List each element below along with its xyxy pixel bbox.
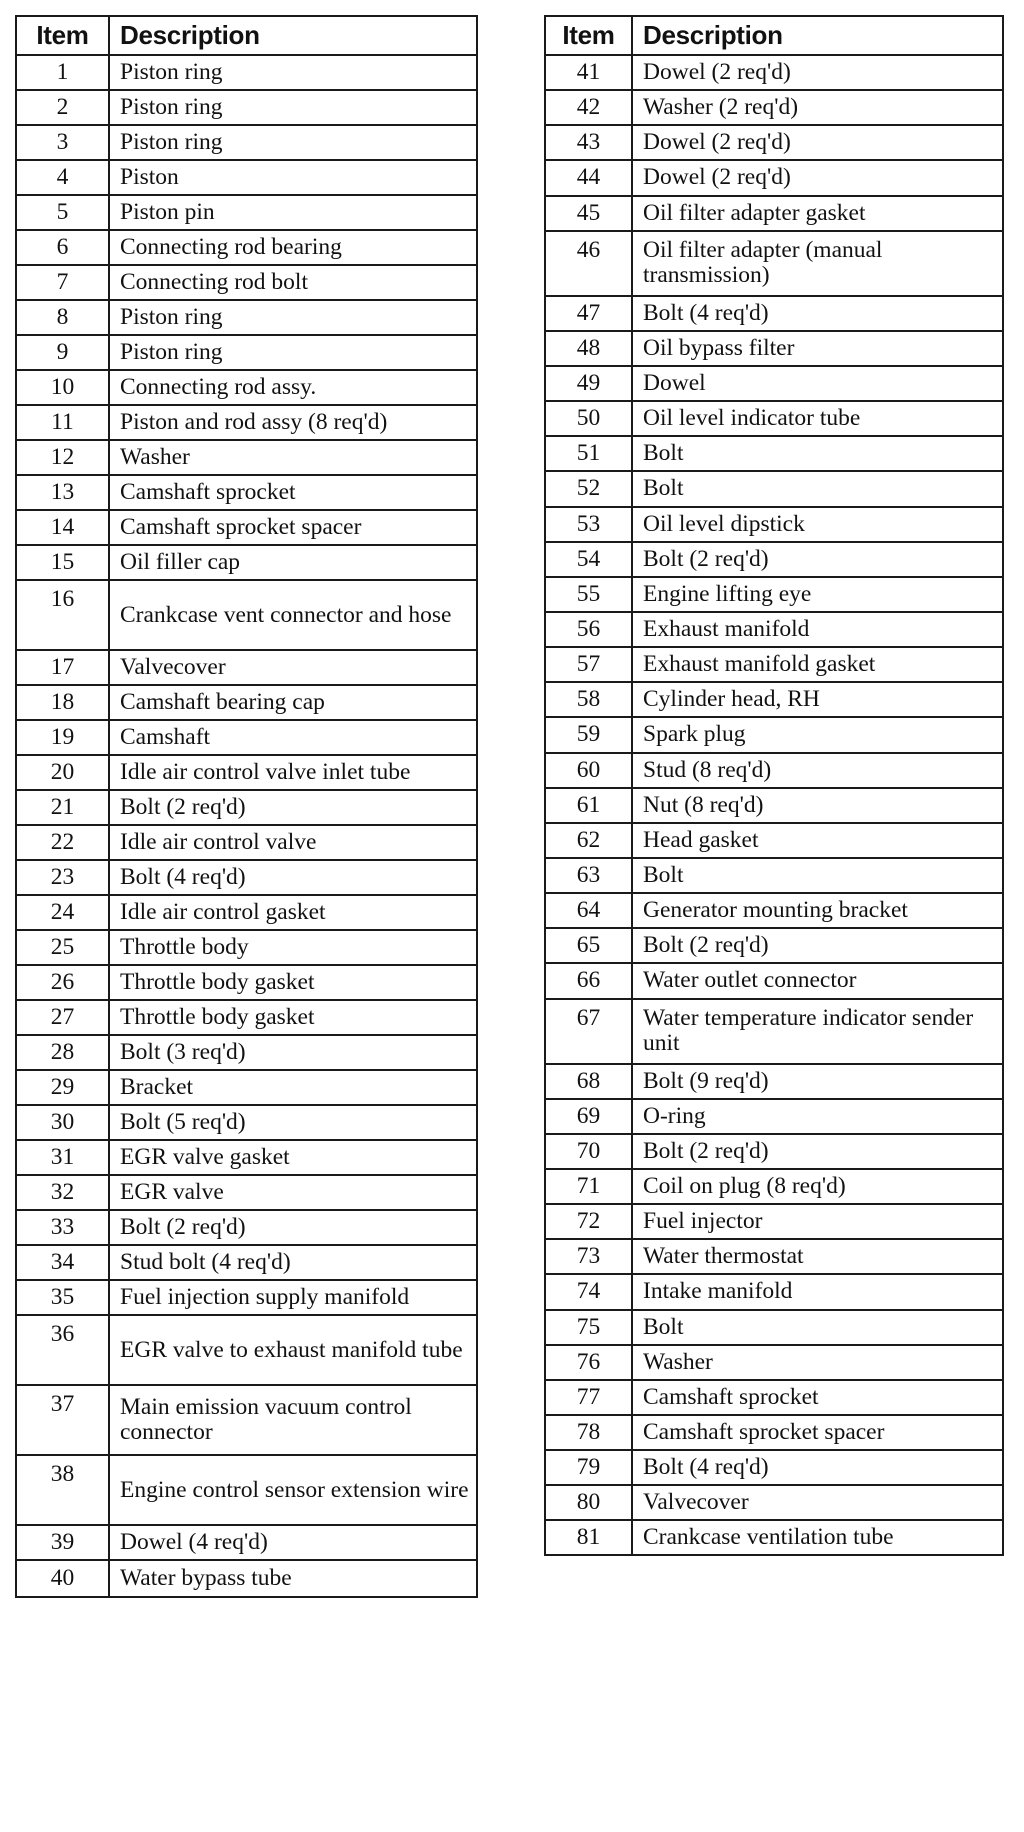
item-description: Bolt (4 req'd) — [109, 860, 477, 895]
table-row — [545, 1485, 1003, 1520]
item-description: Nut (8 req'd) — [632, 788, 1003, 823]
parts-table-right — [544, 15, 1004, 1556]
table-row — [16, 475, 477, 510]
item-number: 24 — [16, 895, 109, 930]
table-row — [16, 545, 477, 580]
table-row — [16, 125, 477, 160]
item-number: 10 — [16, 370, 109, 405]
item-description: Washer (2 req'd) — [632, 90, 1003, 125]
item-description: Bolt (4 req'd) — [632, 1450, 1003, 1485]
item-description: Bolt (2 req'd) — [632, 542, 1003, 577]
item-number: 56 — [545, 612, 632, 647]
item-number: 4 — [16, 160, 109, 195]
item-description: Camshaft bearing cap — [109, 685, 477, 720]
item-number: 69 — [545, 1099, 632, 1134]
item-number: 81 — [545, 1520, 632, 1555]
item-number: 27 — [16, 1000, 109, 1035]
item-number: 15 — [16, 545, 109, 580]
item-number: 42 — [545, 90, 632, 125]
item-number: 19 — [16, 720, 109, 755]
item-number: 18 — [16, 685, 109, 720]
item-number: 48 — [545, 331, 632, 366]
item-description: Bolt — [632, 1310, 1003, 1345]
item-number: 76 — [545, 1345, 632, 1380]
table-row — [545, 1450, 1003, 1485]
item-number: 65 — [545, 928, 632, 963]
table-row — [545, 823, 1003, 858]
item-description: Idle air control gasket — [109, 895, 477, 930]
item-number: 46 — [545, 231, 632, 296]
table-row — [16, 1035, 477, 1070]
parts-table-left-body — [16, 55, 477, 1597]
item-description: Oil level indicator tube — [632, 401, 1003, 436]
item-description: Camshaft sprocket spacer — [109, 510, 477, 545]
item-description: Connecting rod bolt — [109, 265, 477, 300]
item-number: 55 — [545, 577, 632, 612]
item-number: 11 — [16, 405, 109, 440]
table-row — [545, 893, 1003, 928]
item-description: Connecting rod assy. — [109, 370, 477, 405]
item-number: 28 — [16, 1035, 109, 1070]
table-row — [545, 160, 1003, 195]
table-row — [16, 825, 477, 860]
item-description: Bolt — [632, 471, 1003, 506]
item-description: Main emission vacuum control connector — [109, 1385, 477, 1455]
table-row — [545, 90, 1003, 125]
item-number: 3 — [16, 125, 109, 160]
item-number: 51 — [545, 436, 632, 471]
table-row — [16, 1315, 477, 1385]
table-row — [545, 366, 1003, 401]
table-row — [16, 370, 477, 405]
item-number: 78 — [545, 1415, 632, 1450]
table-row — [545, 542, 1003, 577]
item-number: 44 — [545, 160, 632, 195]
table-row — [16, 860, 477, 895]
table-row — [545, 125, 1003, 160]
table-row — [16, 685, 477, 720]
description-column-header: Description — [109, 16, 477, 55]
item-description: Oil filler cap — [109, 545, 477, 580]
table-row — [16, 965, 477, 1000]
item-description: Piston ring — [109, 300, 477, 335]
table-row — [545, 1520, 1003, 1555]
item-number: 50 — [545, 401, 632, 436]
item-number: 70 — [545, 1134, 632, 1169]
item-description: Oil filter adapter (manual transmission) — [632, 231, 1003, 296]
item-description: Dowel (2 req'd) — [632, 125, 1003, 160]
table-row — [16, 580, 477, 650]
table-row — [545, 963, 1003, 998]
item-description: Camshaft — [109, 720, 477, 755]
table-row — [545, 858, 1003, 893]
item-column-header: Item — [545, 16, 632, 55]
item-description: EGR valve — [109, 1175, 477, 1210]
table-row — [545, 999, 1003, 1064]
item-description: Piston ring — [109, 55, 477, 90]
table-row — [545, 647, 1003, 682]
table-row — [545, 717, 1003, 752]
item-description: Intake manifold — [632, 1274, 1003, 1309]
item-number: 57 — [545, 647, 632, 682]
table-row — [16, 440, 477, 475]
table-row — [16, 1175, 477, 1210]
table-row — [545, 928, 1003, 963]
item-description: Washer — [109, 440, 477, 475]
item-description: Water thermostat — [632, 1239, 1003, 1274]
table-row — [16, 55, 477, 90]
item-number: 60 — [545, 753, 632, 788]
item-number: 43 — [545, 125, 632, 160]
table-row — [16, 230, 477, 265]
item-description: Piston ring — [109, 125, 477, 160]
table-row — [16, 1140, 477, 1175]
item-number: 53 — [545, 507, 632, 542]
item-description: O-ring — [632, 1099, 1003, 1134]
item-description: Fuel injector — [632, 1204, 1003, 1239]
item-description: Camshaft sprocket — [109, 475, 477, 510]
table-row — [545, 1169, 1003, 1204]
item-number: 66 — [545, 963, 632, 998]
item-number: 63 — [545, 858, 632, 893]
item-description: Connecting rod bearing — [109, 230, 477, 265]
item-number: 36 — [16, 1315, 109, 1385]
item-description: Bolt (2 req'd) — [632, 1134, 1003, 1169]
item-number: 20 — [16, 755, 109, 790]
item-number: 80 — [545, 1485, 632, 1520]
item-description: Valvecover — [632, 1485, 1003, 1520]
item-description: Idle air control valve inlet tube — [109, 755, 477, 790]
table-row — [16, 300, 477, 335]
item-description: Piston — [109, 160, 477, 195]
item-description: EGR valve to exhaust manifold tube — [109, 1315, 477, 1385]
item-number: 26 — [16, 965, 109, 1000]
item-number: 17 — [16, 650, 109, 685]
table-row — [545, 1099, 1003, 1134]
item-number: 1 — [16, 55, 109, 90]
table-row — [16, 1455, 477, 1525]
item-number: 2 — [16, 90, 109, 125]
table-row — [545, 1204, 1003, 1239]
item-description: Oil level dipstick — [632, 507, 1003, 542]
table-row — [16, 1385, 477, 1455]
item-description: Piston and rod assy (8 req'd) — [109, 405, 477, 440]
item-number: 31 — [16, 1140, 109, 1175]
table-row — [16, 265, 477, 300]
item-number: 58 — [545, 682, 632, 717]
table-row — [16, 90, 477, 125]
table-row — [16, 755, 477, 790]
item-number: 8 — [16, 300, 109, 335]
table-row — [16, 1000, 477, 1035]
item-number: 23 — [16, 860, 109, 895]
item-number: 75 — [545, 1310, 632, 1345]
table-row — [545, 1274, 1003, 1309]
item-description: Dowel (2 req'd) — [632, 55, 1003, 90]
table-row — [16, 650, 477, 685]
item-description: Throttle body gasket — [109, 965, 477, 1000]
table-row — [16, 160, 477, 195]
item-number: 14 — [16, 510, 109, 545]
item-description: Dowel — [632, 366, 1003, 401]
item-number: 38 — [16, 1455, 109, 1525]
table-row — [545, 682, 1003, 717]
table-row — [545, 401, 1003, 436]
item-description: Washer — [632, 1345, 1003, 1380]
item-description: Water outlet connector — [632, 963, 1003, 998]
parts-table-right-body — [545, 55, 1003, 1555]
table-row — [545, 231, 1003, 296]
item-number: 64 — [545, 893, 632, 928]
table-row — [545, 296, 1003, 331]
item-number: 45 — [545, 196, 632, 231]
table-row — [16, 790, 477, 825]
item-description: Crankcase vent connector and hose — [109, 580, 477, 650]
item-description: Bolt (4 req'd) — [632, 296, 1003, 331]
table-row — [545, 1345, 1003, 1380]
item-description: EGR valve gasket — [109, 1140, 477, 1175]
table-row — [545, 436, 1003, 471]
item-description: Dowel (4 req'd) — [109, 1525, 477, 1560]
table-row — [545, 331, 1003, 366]
item-number: 7 — [16, 265, 109, 300]
table-row — [16, 1280, 477, 1315]
table-row — [545, 577, 1003, 612]
item-description: Piston ring — [109, 335, 477, 370]
item-number: 41 — [545, 55, 632, 90]
item-description: Oil bypass filter — [632, 331, 1003, 366]
table-row — [16, 1245, 477, 1280]
table-row — [545, 507, 1003, 542]
item-description: Water bypass tube — [109, 1560, 477, 1597]
item-number: 47 — [545, 296, 632, 331]
item-number: 6 — [16, 230, 109, 265]
table-row — [545, 471, 1003, 506]
table-row — [16, 1525, 477, 1560]
item-number: 21 — [16, 790, 109, 825]
table-row — [545, 1134, 1003, 1169]
item-description: Stud (8 req'd) — [632, 753, 1003, 788]
item-description: Bolt (2 req'd) — [109, 1210, 477, 1245]
item-number: 25 — [16, 930, 109, 965]
description-column-header: Description — [632, 16, 1003, 55]
item-number: 39 — [16, 1525, 109, 1560]
item-description: Bolt — [632, 858, 1003, 893]
item-description: Spark plug — [632, 717, 1003, 752]
item-description: Bolt (2 req'd) — [632, 928, 1003, 963]
item-description: Head gasket — [632, 823, 1003, 858]
table-row — [545, 788, 1003, 823]
item-description: Coil on plug (8 req'd) — [632, 1169, 1003, 1204]
item-number: 54 — [545, 542, 632, 577]
item-number: 72 — [545, 1204, 632, 1239]
item-description: Stud bolt (4 req'd) — [109, 1245, 477, 1280]
item-description: Cylinder head, RH — [632, 682, 1003, 717]
table-row — [16, 335, 477, 370]
item-description: Piston ring — [109, 90, 477, 125]
table-row — [16, 510, 477, 545]
item-number: 61 — [545, 788, 632, 823]
item-number: 59 — [545, 717, 632, 752]
table-row — [545, 1064, 1003, 1099]
item-description: Generator mounting bracket — [632, 893, 1003, 928]
table-row — [545, 1415, 1003, 1450]
item-number: 40 — [16, 1560, 109, 1597]
item-description: Throttle body — [109, 930, 477, 965]
item-number: 71 — [545, 1169, 632, 1204]
item-number: 9 — [16, 335, 109, 370]
item-number: 68 — [545, 1064, 632, 1099]
item-description: Camshaft sprocket spacer — [632, 1415, 1003, 1450]
table-row — [545, 1310, 1003, 1345]
header-row — [545, 16, 1003, 55]
item-description: Exhaust manifold — [632, 612, 1003, 647]
table-row — [16, 1560, 477, 1597]
item-number: 5 — [16, 195, 109, 230]
item-description: Bolt (3 req'd) — [109, 1035, 477, 1070]
table-row — [545, 612, 1003, 647]
table-row — [16, 1210, 477, 1245]
header-row — [16, 16, 477, 55]
item-number: 13 — [16, 475, 109, 510]
item-column-header: Item — [16, 16, 109, 55]
table-row — [16, 195, 477, 230]
item-description: Valvecover — [109, 650, 477, 685]
item-number: 22 — [16, 825, 109, 860]
item-description: Exhaust manifold gasket — [632, 647, 1003, 682]
item-number: 52 — [545, 471, 632, 506]
item-description: Bolt (5 req'd) — [109, 1105, 477, 1140]
item-description: Idle air control valve — [109, 825, 477, 860]
item-number: 73 — [545, 1239, 632, 1274]
item-number: 16 — [16, 580, 109, 650]
item-number: 79 — [545, 1450, 632, 1485]
item-number: 62 — [545, 823, 632, 858]
table-row — [16, 930, 477, 965]
item-number: 77 — [545, 1380, 632, 1415]
item-description: Camshaft sprocket — [632, 1380, 1003, 1415]
table-row — [16, 1070, 477, 1105]
table-row — [545, 196, 1003, 231]
table-row — [16, 405, 477, 440]
item-description: Bolt (9 req'd) — [632, 1064, 1003, 1099]
item-description: Engine control sensor extension wire — [109, 1455, 477, 1525]
item-description: Oil filter adapter gasket — [632, 196, 1003, 231]
table-row — [16, 1105, 477, 1140]
item-number: 32 — [16, 1175, 109, 1210]
item-number: 35 — [16, 1280, 109, 1315]
item-number: 74 — [545, 1274, 632, 1309]
item-number: 33 — [16, 1210, 109, 1245]
item-number: 29 — [16, 1070, 109, 1105]
table-row — [16, 895, 477, 930]
item-description: Water temperature indicator sender unit — [632, 999, 1003, 1064]
item-description: Engine lifting eye — [632, 577, 1003, 612]
item-description: Throttle body gasket — [109, 1000, 477, 1035]
item-description: Bolt (2 req'd) — [109, 790, 477, 825]
item-description: Bracket — [109, 1070, 477, 1105]
item-description: Piston pin — [109, 195, 477, 230]
item-description: Fuel injection supply manifold — [109, 1280, 477, 1315]
item-number: 12 — [16, 440, 109, 475]
table-row — [545, 1380, 1003, 1415]
table-row — [545, 753, 1003, 788]
item-description: Bolt — [632, 436, 1003, 471]
item-description: Dowel (2 req'd) — [632, 160, 1003, 195]
parts-table-left — [15, 15, 478, 1598]
item-number: 67 — [545, 999, 632, 1064]
table-row — [545, 55, 1003, 90]
table-row — [16, 720, 477, 755]
item-description: Crankcase ventilation tube — [632, 1520, 1003, 1555]
item-number: 34 — [16, 1245, 109, 1280]
item-number: 30 — [16, 1105, 109, 1140]
item-number: 37 — [16, 1385, 109, 1455]
table-row — [545, 1239, 1003, 1274]
item-number: 49 — [545, 366, 632, 401]
